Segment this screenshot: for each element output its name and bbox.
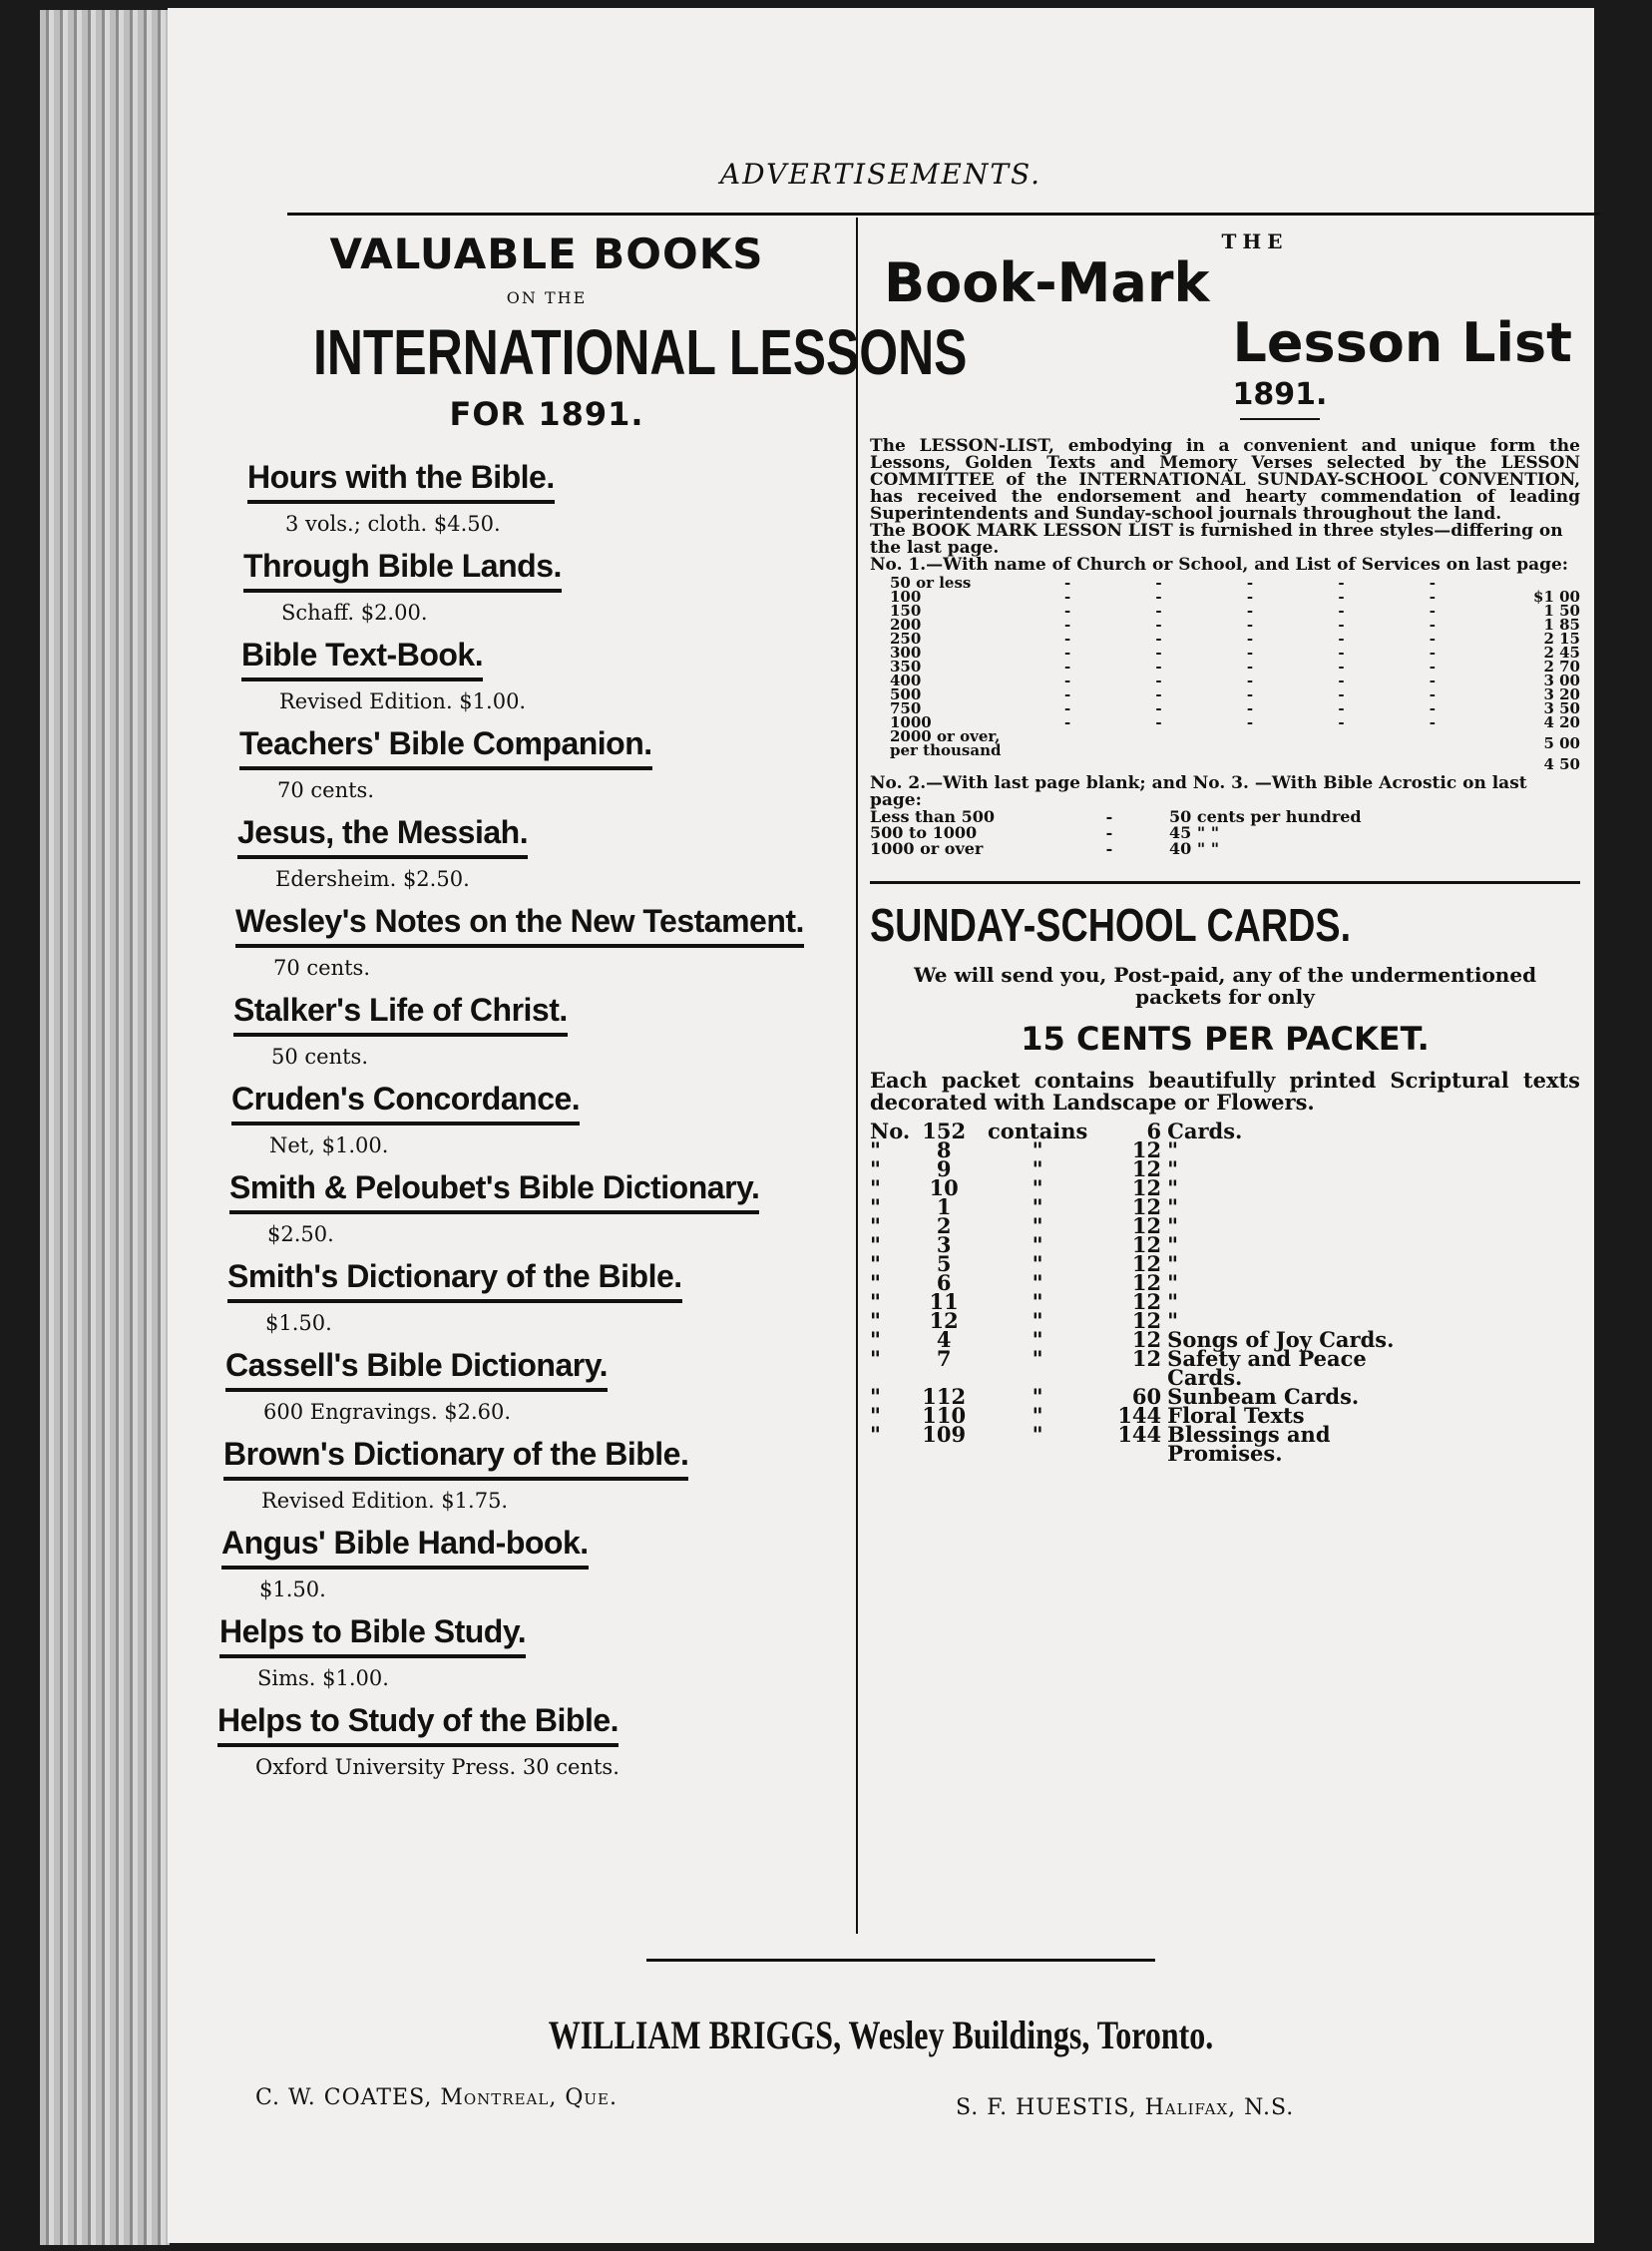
- agent-montreal-name: C. W. COATES,: [255, 2085, 433, 2110]
- small-price-value: 45 " ": [1169, 823, 1220, 842]
- book-detail: 70 cents.: [273, 956, 371, 980]
- book-title: Stalker's Life of Christ.: [233, 992, 568, 1037]
- price-qty: 300: [890, 644, 922, 662]
- packet-c4: 12: [1131, 1270, 1162, 1295]
- packet-c3: ": [1032, 1308, 1043, 1333]
- book-title: Bible Text-Book.: [241, 637, 483, 681]
- packet-c3: ": [1032, 1175, 1043, 1200]
- price-value: 3 50: [1543, 699, 1580, 717]
- packet-c2: 5: [936, 1251, 952, 1276]
- book-title: Hours with the Bible.: [247, 459, 555, 504]
- small-price-row: [870, 841, 1580, 857]
- packet-c1: No.: [870, 1119, 911, 1143]
- book-detail: $2.50.: [267, 1222, 334, 1246]
- top-rule: [287, 213, 1600, 216]
- small-price-value: 40 " ": [1169, 839, 1220, 858]
- packet-c4: 12: [1131, 1308, 1162, 1333]
- price-dots: [1030, 729, 1510, 757]
- packet-c1: ": [870, 1194, 881, 1219]
- packet-c1: ": [870, 1213, 881, 1238]
- price-qty: 100: [890, 588, 922, 606]
- price-dots: - - - - -: [1063, 713, 1476, 731]
- bookmark-title: Book-Mark: [884, 251, 1210, 314]
- packet-c3: ": [1032, 1270, 1043, 1295]
- packet-c2: 4: [936, 1327, 952, 1352]
- price-qty: 50 or less: [890, 574, 972, 592]
- book-title: Through Bible Lands.: [243, 548, 562, 593]
- price-qty: 1000: [890, 713, 932, 731]
- price-qty: 500: [890, 685, 922, 703]
- book-entry: [235, 903, 846, 980]
- packet-c2: 152: [922, 1119, 967, 1143]
- bottom-rule: [646, 1959, 1155, 1962]
- price-value: 2 15: [1543, 630, 1580, 648]
- book-detail: $1.50.: [265, 1311, 332, 1335]
- packet-c2: 11: [929, 1289, 959, 1314]
- packet-c3: ": [1032, 1346, 1043, 1371]
- publisher-line: WILLIAM BRIGGS, Wesley Buildings, Toronto.: [548, 2013, 1214, 2057]
- books-title: VALUABLE BOOKS: [329, 229, 764, 278]
- book-entry: [219, 1613, 846, 1690]
- book-title: Brown's Dictionary of the Bible.: [223, 1436, 688, 1481]
- price-value: $1 00: [1533, 588, 1580, 606]
- agent-halifax-place: Halifax, N.S.: [1144, 2095, 1295, 2120]
- bookmark-year: 1891.: [1232, 377, 1328, 412]
- price-value: 4 50: [1543, 755, 1580, 773]
- book-list: [217, 459, 846, 1779]
- book-page-edges: [40, 10, 170, 2245]
- packet-c2: 7: [936, 1346, 952, 1371]
- price-dots: - - - - -: [1063, 574, 1476, 592]
- packet-c2: 9: [936, 1156, 952, 1181]
- price-qty: 400: [890, 672, 922, 689]
- packet-c1: ": [870, 1346, 881, 1371]
- book-detail: Edersheim. $2.50.: [275, 867, 470, 891]
- packet-c5: ": [1167, 1175, 1179, 1200]
- packet-c1: ": [870, 1156, 881, 1181]
- book-entry: [223, 1436, 846, 1513]
- book-detail: 3 vols.; cloth. $4.50.: [285, 512, 501, 536]
- packet-c1: ": [870, 1232, 881, 1257]
- packet-c5: ": [1167, 1156, 1179, 1181]
- book-title: Wesley's Notes on the New Testament.: [235, 903, 804, 948]
- book-title: Helps to Study of the Bible.: [217, 1702, 619, 1747]
- price-qty: 2000 or over, per thousand: [890, 727, 1002, 759]
- price-value: 3 20: [1543, 685, 1580, 703]
- book-title: Cassell's Bible Dictionary.: [225, 1347, 608, 1392]
- price-qty: [870, 757, 1030, 771]
- book-detail: 70 cents.: [277, 778, 375, 802]
- cards-price: 15 CENTS PER PACKET.: [1021, 1020, 1430, 1058]
- packet-c4: 12: [1131, 1346, 1162, 1371]
- book-entry: [217, 1702, 846, 1779]
- book-entry: [225, 1347, 846, 1424]
- agent-halifax: [956, 2095, 1294, 2120]
- agent-montreal: [255, 2085, 618, 2110]
- book-title: Angus' Bible Hand-book.: [221, 1525, 589, 1570]
- packet-c2: 3: [936, 1232, 952, 1257]
- cards-intro: We will send you, Post-paid, any of the undermentioned packets for only: [913, 963, 1537, 1009]
- packet-c4: 12: [1131, 1327, 1162, 1352]
- cards-description: Each packet contains beautifully printed Scriptural texts decorated with Landscape or Flowers.: [870, 1068, 1580, 1115]
- book-detail: Oxford University Press. 30 cents.: [255, 1755, 620, 1779]
- price-dots: - - - - -: [1063, 616, 1476, 634]
- right-column: [870, 229, 1580, 1466]
- price-value: 1 85: [1543, 616, 1580, 634]
- bookmark-title-2: Lesson List: [1232, 311, 1572, 374]
- book-entry: [233, 992, 846, 1069]
- agent-halifax-name: S. F. HUESTIS,: [956, 2095, 1137, 2120]
- packet-c2: 112: [922, 1384, 967, 1409]
- packet-c1: ": [870, 1422, 881, 1447]
- price-qty: 150: [890, 602, 922, 620]
- book-entry: [243, 548, 846, 625]
- price-dots: - - - - -: [1063, 644, 1476, 662]
- packet-c2: 109: [922, 1422, 967, 1447]
- packet-c5: ": [1167, 1289, 1179, 1314]
- packet-row: [870, 1349, 1397, 1387]
- packet-c1: ": [870, 1384, 881, 1409]
- book-detail: 50 cents.: [271, 1045, 369, 1069]
- bookmark-styles-note: The BOOK MARK LESSON LIST is furnished in three styles—differing on the last page.: [870, 521, 1563, 558]
- book-detail: Net, $1.00.: [269, 1133, 389, 1157]
- bookmark-style-no1: No. 1.—With name of Church or School, and List of Services on last page:: [870, 555, 1569, 575]
- price-dots: - - - - -: [1063, 685, 1476, 703]
- price-qty: 350: [890, 658, 922, 675]
- packet-c1: ": [870, 1137, 881, 1162]
- packet-c5: ": [1167, 1308, 1179, 1333]
- packet-c4: 12: [1131, 1137, 1162, 1162]
- packet-c4: 12: [1131, 1251, 1162, 1276]
- packet-c4: 144: [1117, 1422, 1162, 1447]
- bookmark-description: The LESSON-LIST, embodying in a convenient and unique form the Lessons, Golden Texts and Memory Verses selected by the LESSON COMMITTEE of the INTERNATIONAL SUNDAY-SCHOOL CONVENTION, has received the endorsement and hearty commendation of leading Superintendents and Sunday-school journals throughout the land.: [870, 436, 1580, 524]
- page: [168, 8, 1594, 2243]
- packet-c4: 12: [1131, 1156, 1162, 1181]
- price-dots: - - - - -: [1063, 699, 1476, 717]
- packet-c2: 6: [936, 1270, 952, 1295]
- running-head: ADVERTISEMENTS.: [719, 158, 1042, 191]
- packet-c3: ": [1032, 1422, 1043, 1447]
- price-dots: - - - - -: [1063, 672, 1476, 689]
- small-price-qty: 1000 or over: [870, 839, 984, 858]
- packet-c4: 12: [1131, 1289, 1162, 1314]
- packet-c1: ": [870, 1403, 881, 1428]
- small-price-dash: -: [1105, 839, 1113, 858]
- packet-c3: contains: [987, 1119, 1088, 1143]
- packet-c2: 110: [922, 1403, 967, 1428]
- price-table: [870, 576, 1580, 771]
- cards-title: SUNDAY-SCHOOL CARDS.: [870, 899, 1352, 951]
- packet-c4: 6: [1146, 1119, 1162, 1143]
- packet-c3: ": [1032, 1137, 1043, 1162]
- packet-c4: 12: [1131, 1175, 1162, 1200]
- book-detail: $1.50.: [259, 1577, 326, 1601]
- agent-montreal-place: Montreal, Que.: [440, 2085, 618, 2110]
- packet-c5: Floral Texts: [1167, 1403, 1305, 1428]
- books-title-lessons: INTERNATIONAL LESSONS: [313, 316, 968, 388]
- book-entry: [247, 459, 846, 536]
- packet-c1: ": [870, 1308, 881, 1333]
- bookmark-year-rule: [1240, 418, 1320, 420]
- book-detail: 600 Engravings. $2.60.: [263, 1400, 512, 1424]
- book-entry: [227, 1258, 846, 1335]
- packet-c1: ": [870, 1251, 881, 1276]
- price-row: [870, 757, 1580, 771]
- packet-c3: ": [1032, 1327, 1043, 1352]
- price-row: [870, 729, 1580, 757]
- books-title-year: FOR 1891.: [449, 395, 644, 433]
- price-value: 2 45: [1543, 644, 1580, 662]
- packet-c1: ": [870, 1289, 881, 1314]
- packet-c5: ": [1167, 1270, 1179, 1295]
- book-detail: Revised Edition. $1.00.: [279, 689, 527, 713]
- packet-c3: ": [1032, 1251, 1043, 1276]
- price-dots: [1030, 757, 1510, 771]
- book-title: Smith & Peloubet's Bible Dictionary.: [229, 1169, 759, 1214]
- packet-c5: ": [1167, 1232, 1179, 1257]
- small-price-qty: 500 to 1000: [870, 823, 978, 842]
- packet-c2: 10: [929, 1175, 959, 1200]
- book-title: Cruden's Concordance.: [231, 1081, 580, 1126]
- book-detail: Revised Edition. $1.75.: [261, 1489, 509, 1513]
- packet-c3: ": [1032, 1213, 1043, 1238]
- packet-c5: ": [1167, 1213, 1179, 1238]
- packet-c2: 12: [929, 1308, 959, 1333]
- price-dots: - - - - -: [1063, 602, 1476, 620]
- price-qty: 250: [890, 630, 922, 648]
- book-detail: Sims. $1.00.: [257, 1666, 389, 1690]
- price-value: 4 20: [1543, 713, 1580, 731]
- packet-c5: Safety and Peace Cards.: [1167, 1346, 1367, 1390]
- price-dots: - - - - -: [1063, 658, 1476, 675]
- packet-c5: ": [1167, 1251, 1179, 1276]
- book-entry: [229, 1169, 846, 1246]
- book-title: Smith's Dictionary of the Bible.: [227, 1258, 682, 1303]
- books-title-on-the: ON THE: [506, 288, 588, 307]
- packet-c5: Blessings and Promises.: [1167, 1422, 1331, 1466]
- book-entry: [237, 814, 846, 891]
- packet-c4: 12: [1131, 1232, 1162, 1257]
- packet-c3: ": [1032, 1289, 1043, 1314]
- packet-c3: ": [1032, 1194, 1043, 1219]
- packet-c4: 12: [1131, 1194, 1162, 1219]
- book-title: Helps to Bible Study.: [219, 1613, 526, 1658]
- packet-c5: ": [1167, 1194, 1179, 1219]
- book-entry: [241, 637, 846, 713]
- price-dots: - - - - -: [1063, 630, 1476, 648]
- price-value: 1 50: [1543, 602, 1580, 620]
- price-dots: - - - - -: [1063, 588, 1476, 606]
- packet-c4: 12: [1131, 1213, 1162, 1238]
- small-price-table: [870, 809, 1580, 857]
- book-title: Teachers' Bible Companion.: [239, 725, 652, 770]
- small-price-qty: Less than 500: [870, 807, 996, 826]
- price-qty: 200: [890, 616, 922, 634]
- packet-c1: ": [870, 1270, 881, 1295]
- packet-c3: ": [1032, 1384, 1043, 1409]
- price-value: 5 00: [1543, 734, 1580, 752]
- bookmark-the: THE: [1221, 229, 1289, 253]
- price-value: 3 00: [1543, 672, 1580, 689]
- packet-c1: ": [870, 1327, 881, 1352]
- book-entry: [239, 725, 846, 802]
- price-value: 2 70: [1543, 658, 1580, 675]
- packet-c3: ": [1032, 1232, 1043, 1257]
- bookmark-style-no2: No. 2.—With last page blank; and No. 3. —With Bible Acrostic on last page:: [870, 773, 1527, 810]
- packet-c5: ": [1167, 1137, 1179, 1162]
- small-price-dash: -: [1105, 823, 1113, 842]
- packet-row: [870, 1425, 1397, 1463]
- packet-table: [870, 1119, 1397, 1466]
- packet-c3: ": [1032, 1156, 1043, 1181]
- packet-c4: 144: [1117, 1403, 1162, 1428]
- small-price-value: 50 cents per hundred: [1169, 807, 1362, 826]
- small-price-dash: -: [1105, 807, 1113, 826]
- book-detail: Schaff. $2.00.: [281, 601, 428, 625]
- book-title: Jesus, the Messiah.: [237, 814, 528, 859]
- book-entry: [221, 1525, 846, 1601]
- book-entry: [231, 1081, 846, 1157]
- packet-c3: ": [1032, 1403, 1043, 1428]
- packet-c2: 2: [936, 1213, 952, 1238]
- packet-c5: Songs of Joy Cards.: [1167, 1327, 1395, 1352]
- price-qty: 750: [890, 699, 922, 717]
- section-rule: [870, 881, 1580, 884]
- packet-c1: ": [870, 1175, 881, 1200]
- packet-c5: Cards.: [1167, 1119, 1243, 1143]
- packet-c4: 60: [1131, 1384, 1162, 1409]
- column-divider: [856, 218, 858, 1934]
- packet-c2: 1: [936, 1194, 952, 1219]
- packet-c2: 8: [936, 1137, 952, 1162]
- packet-c5: Sunbeam Cards.: [1167, 1384, 1360, 1409]
